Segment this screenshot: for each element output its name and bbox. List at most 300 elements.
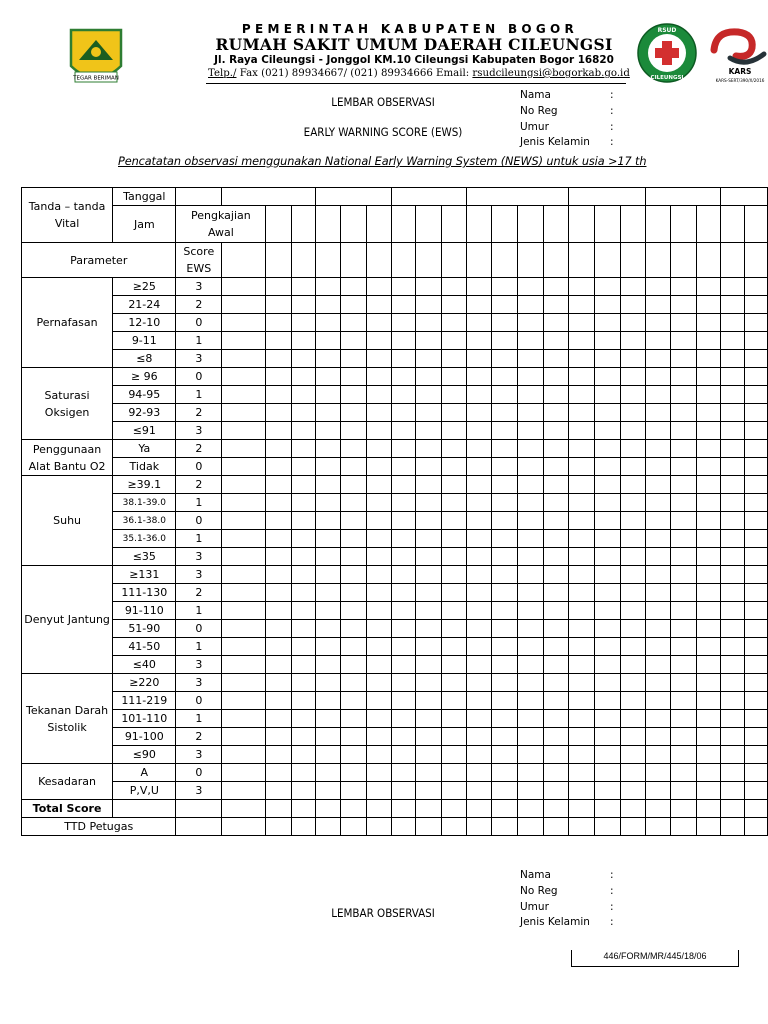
observation-cell[interactable]: [543, 458, 568, 476]
observation-cell[interactable]: [543, 386, 568, 404]
observation-cell[interactable]: [392, 620, 416, 638]
observation-cell[interactable]: [416, 710, 442, 728]
observation-cell[interactable]: [392, 728, 416, 746]
observation-cell[interactable]: [266, 782, 292, 800]
observation-cell[interactable]: [517, 243, 543, 278]
observation-cell[interactable]: [720, 638, 744, 656]
observation-cell[interactable]: [517, 710, 543, 728]
observation-cell[interactable]: [222, 566, 266, 584]
observation-cell[interactable]: [341, 314, 367, 332]
observation-cell[interactable]: [744, 386, 767, 404]
observation-cell[interactable]: [620, 800, 645, 818]
observation-cell[interactable]: [568, 800, 594, 818]
observation-cell[interactable]: [517, 512, 543, 530]
observation-cell[interactable]: [645, 548, 670, 566]
observation-cell[interactable]: [367, 243, 392, 278]
observation-cell[interactable]: [670, 530, 696, 548]
observation-cell[interactable]: [620, 350, 645, 368]
observation-cell[interactable]: [442, 710, 467, 728]
observation-cell[interactable]: [367, 278, 392, 296]
observation-cell[interactable]: [392, 243, 416, 278]
observation-cell[interactable]: [316, 332, 341, 350]
observation-cell[interactable]: [467, 332, 492, 350]
observation-cell[interactable]: [467, 278, 492, 296]
observation-cell[interactable]: [568, 440, 594, 458]
observation-cell[interactable]: [392, 314, 416, 332]
observation-cell[interactable]: [416, 584, 442, 602]
observation-cell[interactable]: [492, 764, 517, 782]
observation-cell[interactable]: [316, 494, 341, 512]
observation-cell[interactable]: [720, 728, 744, 746]
observation-cell[interactable]: [467, 243, 492, 278]
observation-cell[interactable]: [266, 458, 292, 476]
observation-cell[interactable]: [442, 800, 467, 818]
observation-cell[interactable]: [392, 368, 416, 386]
observation-cell[interactable]: [670, 764, 696, 782]
observation-cell[interactable]: [670, 476, 696, 494]
observation-cell[interactable]: [543, 350, 568, 368]
observation-cell[interactable]: [620, 332, 645, 350]
observation-cell[interactable]: [594, 512, 620, 530]
observation-cell[interactable]: [492, 584, 517, 602]
observation-cell[interactable]: [670, 818, 696, 836]
observation-cell[interactable]: [720, 746, 744, 764]
observation-cell[interactable]: [696, 782, 720, 800]
observation-cell[interactable]: [568, 584, 594, 602]
observation-cell[interactable]: [670, 314, 696, 332]
date-cell[interactable]: [392, 188, 467, 206]
observation-cell[interactable]: [744, 458, 767, 476]
observation-cell[interactable]: [467, 566, 492, 584]
observation-cell[interactable]: [392, 206, 416, 243]
observation-cell[interactable]: [416, 458, 442, 476]
observation-cell[interactable]: [467, 818, 492, 836]
observation-cell[interactable]: [744, 818, 767, 836]
observation-cell[interactable]: [720, 764, 744, 782]
observation-cell[interactable]: [222, 350, 266, 368]
observation-cell[interactable]: [416, 278, 442, 296]
observation-cell[interactable]: [543, 674, 568, 692]
observation-cell[interactable]: [517, 764, 543, 782]
observation-cell[interactable]: [543, 332, 568, 350]
observation-cell[interactable]: [720, 404, 744, 422]
observation-cell[interactable]: [568, 512, 594, 530]
observation-cell[interactable]: [720, 296, 744, 314]
observation-cell[interactable]: [316, 692, 341, 710]
observation-cell[interactable]: [645, 656, 670, 674]
observation-cell[interactable]: [594, 530, 620, 548]
observation-cell[interactable]: [720, 548, 744, 566]
observation-cell[interactable]: [292, 548, 316, 566]
observation-cell[interactable]: [645, 620, 670, 638]
observation-cell[interactable]: [744, 710, 767, 728]
observation-cell[interactable]: [222, 422, 266, 440]
observation-cell[interactable]: [543, 422, 568, 440]
observation-cell[interactable]: [392, 692, 416, 710]
observation-cell[interactable]: [492, 440, 517, 458]
observation-cell[interactable]: [341, 440, 367, 458]
observation-cell[interactable]: [744, 692, 767, 710]
observation-cell[interactable]: [594, 206, 620, 243]
observation-cell[interactable]: [543, 296, 568, 314]
observation-cell[interactable]: [492, 314, 517, 332]
observation-cell[interactable]: [645, 800, 670, 818]
observation-cell[interactable]: [517, 386, 543, 404]
observation-cell[interactable]: [517, 746, 543, 764]
observation-cell[interactable]: [492, 656, 517, 674]
observation-cell[interactable]: [316, 764, 341, 782]
observation-cell[interactable]: [744, 332, 767, 350]
observation-cell[interactable]: [568, 206, 594, 243]
observation-cell[interactable]: [645, 332, 670, 350]
observation-cell[interactable]: [341, 602, 367, 620]
observation-cell[interactable]: [720, 368, 744, 386]
observation-cell[interactable]: [543, 440, 568, 458]
observation-cell[interactable]: [517, 458, 543, 476]
observation-cell[interactable]: [467, 314, 492, 332]
observation-cell[interactable]: [620, 782, 645, 800]
observation-cell[interactable]: [620, 638, 645, 656]
observation-cell[interactable]: [392, 710, 416, 728]
observation-cell[interactable]: [696, 512, 720, 530]
observation-cell[interactable]: [467, 638, 492, 656]
observation-cell[interactable]: [492, 386, 517, 404]
observation-cell[interactable]: [645, 638, 670, 656]
observation-cell[interactable]: [392, 782, 416, 800]
observation-cell[interactable]: [316, 800, 341, 818]
observation-cell[interactable]: [670, 458, 696, 476]
observation-cell[interactable]: [645, 404, 670, 422]
observation-cell[interactable]: [416, 368, 442, 386]
observation-cell[interactable]: [620, 314, 645, 332]
observation-cell[interactable]: [416, 800, 442, 818]
observation-cell[interactable]: [594, 818, 620, 836]
observation-cell[interactable]: [696, 602, 720, 620]
observation-cell[interactable]: [696, 566, 720, 584]
observation-cell[interactable]: [442, 404, 467, 422]
observation-cell[interactable]: [341, 243, 367, 278]
observation-cell[interactable]: [467, 548, 492, 566]
observation-cell[interactable]: [467, 602, 492, 620]
observation-cell[interactable]: [316, 620, 341, 638]
observation-cell[interactable]: [392, 422, 416, 440]
observation-cell[interactable]: [620, 566, 645, 584]
observation-cell[interactable]: [222, 332, 266, 350]
observation-cell[interactable]: [720, 243, 744, 278]
observation-cell[interactable]: [744, 422, 767, 440]
observation-cell[interactable]: [594, 386, 620, 404]
observation-cell[interactable]: [645, 692, 670, 710]
observation-cell[interactable]: [367, 332, 392, 350]
observation-cell[interactable]: [292, 422, 316, 440]
observation-cell[interactable]: [696, 638, 720, 656]
observation-cell[interactable]: [620, 368, 645, 386]
observation-cell[interactable]: [392, 278, 416, 296]
observation-cell[interactable]: [266, 602, 292, 620]
observation-cell[interactable]: [620, 674, 645, 692]
observation-cell[interactable]: [744, 296, 767, 314]
observation-cell[interactable]: [543, 764, 568, 782]
observation-cell[interactable]: [467, 458, 492, 476]
observation-cell[interactable]: [292, 728, 316, 746]
observation-cell[interactable]: [222, 692, 266, 710]
observation-cell[interactable]: [266, 206, 292, 243]
observation-cell[interactable]: [467, 710, 492, 728]
observation-cell[interactable]: [266, 440, 292, 458]
observation-cell[interactable]: [367, 440, 392, 458]
observation-cell[interactable]: [517, 800, 543, 818]
observation-cell[interactable]: [620, 296, 645, 314]
observation-cell[interactable]: [744, 728, 767, 746]
observation-cell[interactable]: [341, 782, 367, 800]
observation-cell[interactable]: [645, 243, 670, 278]
observation-cell[interactable]: [341, 422, 367, 440]
observation-cell[interactable]: [517, 350, 543, 368]
observation-cell[interactable]: [670, 566, 696, 584]
observation-cell[interactable]: [645, 818, 670, 836]
observation-cell[interactable]: [222, 800, 266, 818]
observation-cell[interactable]: [645, 314, 670, 332]
observation-cell[interactable]: [316, 710, 341, 728]
observation-cell[interactable]: [367, 404, 392, 422]
observation-cell[interactable]: [517, 296, 543, 314]
observation-cell[interactable]: [367, 620, 392, 638]
observation-cell[interactable]: [645, 440, 670, 458]
observation-cell[interactable]: [645, 368, 670, 386]
observation-cell[interactable]: [620, 548, 645, 566]
observation-cell[interactable]: [492, 404, 517, 422]
observation-cell[interactable]: [442, 422, 467, 440]
observation-cell[interactable]: [416, 476, 442, 494]
observation-cell[interactable]: [316, 206, 341, 243]
observation-cell[interactable]: [594, 332, 620, 350]
observation-cell[interactable]: [492, 494, 517, 512]
observation-cell[interactable]: [222, 278, 266, 296]
observation-cell[interactable]: [594, 602, 620, 620]
observation-cell[interactable]: [392, 566, 416, 584]
observation-cell[interactable]: [292, 818, 316, 836]
observation-cell[interactable]: [222, 818, 266, 836]
observation-cell[interactable]: [416, 206, 442, 243]
observation-cell[interactable]: [492, 243, 517, 278]
observation-cell[interactable]: [467, 386, 492, 404]
observation-cell[interactable]: [416, 746, 442, 764]
observation-cell[interactable]: [744, 350, 767, 368]
observation-cell[interactable]: [367, 764, 392, 782]
observation-cell[interactable]: [492, 638, 517, 656]
observation-cell[interactable]: [266, 746, 292, 764]
observation-cell[interactable]: [392, 512, 416, 530]
observation-cell[interactable]: [442, 494, 467, 512]
observation-cell[interactable]: [568, 638, 594, 656]
observation-cell[interactable]: [543, 728, 568, 746]
observation-cell[interactable]: [341, 728, 367, 746]
observation-cell[interactable]: [292, 566, 316, 584]
observation-cell[interactable]: [292, 278, 316, 296]
observation-cell[interactable]: [292, 206, 316, 243]
observation-cell[interactable]: [341, 404, 367, 422]
observation-cell[interactable]: [341, 692, 367, 710]
observation-cell[interactable]: [416, 566, 442, 584]
observation-cell[interactable]: [316, 314, 341, 332]
observation-cell[interactable]: [594, 746, 620, 764]
observation-cell[interactable]: [568, 314, 594, 332]
observation-cell[interactable]: [543, 548, 568, 566]
observation-cell[interactable]: [568, 818, 594, 836]
observation-cell[interactable]: [492, 692, 517, 710]
observation-cell[interactable]: [594, 368, 620, 386]
observation-cell[interactable]: [696, 440, 720, 458]
observation-cell[interactable]: [392, 350, 416, 368]
observation-cell[interactable]: [696, 548, 720, 566]
observation-cell[interactable]: [266, 386, 292, 404]
observation-cell[interactable]: [492, 602, 517, 620]
observation-cell[interactable]: [416, 440, 442, 458]
observation-cell[interactable]: [292, 386, 316, 404]
observation-cell[interactable]: [543, 602, 568, 620]
observation-cell[interactable]: [492, 782, 517, 800]
observation-cell[interactable]: [492, 512, 517, 530]
observation-cell[interactable]: [594, 422, 620, 440]
observation-cell[interactable]: [367, 728, 392, 746]
observation-cell[interactable]: [620, 386, 645, 404]
observation-cell[interactable]: [416, 296, 442, 314]
observation-cell[interactable]: [720, 458, 744, 476]
observation-cell[interactable]: [266, 566, 292, 584]
observation-cell[interactable]: [720, 656, 744, 674]
observation-cell[interactable]: [442, 728, 467, 746]
observation-cell[interactable]: [467, 530, 492, 548]
observation-cell[interactable]: [620, 602, 645, 620]
observation-cell[interactable]: [568, 368, 594, 386]
observation-cell[interactable]: [266, 494, 292, 512]
observation-cell[interactable]: [568, 476, 594, 494]
observation-cell[interactable]: [266, 656, 292, 674]
observation-cell[interactable]: [492, 278, 517, 296]
observation-cell[interactable]: [416, 404, 442, 422]
observation-cell[interactable]: [594, 494, 620, 512]
observation-cell[interactable]: [266, 350, 292, 368]
observation-cell[interactable]: [594, 800, 620, 818]
observation-cell[interactable]: [392, 296, 416, 314]
observation-cell[interactable]: [517, 278, 543, 296]
observation-cell[interactable]: [696, 494, 720, 512]
observation-cell[interactable]: [442, 314, 467, 332]
observation-cell[interactable]: [292, 530, 316, 548]
observation-cell[interactable]: [670, 332, 696, 350]
observation-cell[interactable]: [467, 494, 492, 512]
observation-cell[interactable]: [316, 386, 341, 404]
observation-cell[interactable]: [392, 476, 416, 494]
observation-cell[interactable]: [492, 476, 517, 494]
observation-cell[interactable]: [367, 782, 392, 800]
observation-cell[interactable]: [645, 782, 670, 800]
observation-cell[interactable]: [670, 350, 696, 368]
observation-cell[interactable]: [568, 746, 594, 764]
observation-cell[interactable]: [392, 602, 416, 620]
observation-cell[interactable]: [670, 404, 696, 422]
observation-cell[interactable]: [594, 638, 620, 656]
observation-cell[interactable]: [266, 638, 292, 656]
observation-cell[interactable]: [266, 314, 292, 332]
observation-cell[interactable]: [670, 440, 696, 458]
observation-cell[interactable]: [222, 764, 266, 782]
observation-cell[interactable]: [517, 566, 543, 584]
observation-cell[interactable]: [367, 512, 392, 530]
observation-cell[interactable]: [670, 296, 696, 314]
observation-cell[interactable]: [744, 746, 767, 764]
observation-cell[interactable]: [416, 818, 442, 836]
observation-cell[interactable]: [442, 206, 467, 243]
observation-cell[interactable]: [392, 404, 416, 422]
observation-cell[interactable]: [266, 620, 292, 638]
observation-cell[interactable]: [442, 602, 467, 620]
observation-cell[interactable]: [442, 656, 467, 674]
observation-cell[interactable]: [620, 710, 645, 728]
observation-cell[interactable]: [620, 278, 645, 296]
observation-cell[interactable]: [670, 512, 696, 530]
observation-cell[interactable]: [392, 332, 416, 350]
observation-cell[interactable]: [316, 566, 341, 584]
observation-cell[interactable]: [442, 566, 467, 584]
observation-cell[interactable]: [222, 368, 266, 386]
observation-cell[interactable]: [620, 422, 645, 440]
observation-cell[interactable]: [568, 620, 594, 638]
observation-cell[interactable]: [594, 728, 620, 746]
observation-cell[interactable]: [594, 584, 620, 602]
observation-cell[interactable]: [416, 548, 442, 566]
observation-cell[interactable]: [392, 800, 416, 818]
observation-cell[interactable]: [292, 296, 316, 314]
observation-cell[interactable]: [316, 530, 341, 548]
observation-cell[interactable]: [620, 764, 645, 782]
observation-cell[interactable]: [492, 800, 517, 818]
observation-cell[interactable]: [620, 728, 645, 746]
observation-cell[interactable]: [316, 368, 341, 386]
observation-cell[interactable]: [744, 314, 767, 332]
observation-cell[interactable]: [696, 296, 720, 314]
date-cell[interactable]: [176, 188, 222, 206]
observation-cell[interactable]: [341, 566, 367, 584]
observation-cell[interactable]: [416, 620, 442, 638]
observation-cell[interactable]: [696, 764, 720, 782]
observation-cell[interactable]: [292, 656, 316, 674]
observation-cell[interactable]: [467, 350, 492, 368]
observation-cell[interactable]: [645, 458, 670, 476]
observation-cell[interactable]: [341, 494, 367, 512]
observation-cell[interactable]: [292, 332, 316, 350]
observation-cell[interactable]: [367, 314, 392, 332]
observation-cell[interactable]: [266, 422, 292, 440]
observation-cell[interactable]: [416, 782, 442, 800]
observation-cell[interactable]: [492, 296, 517, 314]
observation-cell[interactable]: [670, 728, 696, 746]
observation-cell[interactable]: [467, 656, 492, 674]
observation-cell[interactable]: [720, 350, 744, 368]
observation-cell[interactable]: [645, 746, 670, 764]
observation-cell[interactable]: [543, 512, 568, 530]
observation-cell[interactable]: [492, 620, 517, 638]
observation-cell[interactable]: [316, 584, 341, 602]
observation-cell[interactable]: [720, 278, 744, 296]
observation-cell[interactable]: [720, 440, 744, 458]
observation-cell[interactable]: [594, 710, 620, 728]
observation-cell[interactable]: [292, 710, 316, 728]
observation-cell[interactable]: [696, 368, 720, 386]
observation-cell[interactable]: [316, 782, 341, 800]
observation-cell[interactable]: [341, 548, 367, 566]
observation-cell[interactable]: [517, 314, 543, 332]
